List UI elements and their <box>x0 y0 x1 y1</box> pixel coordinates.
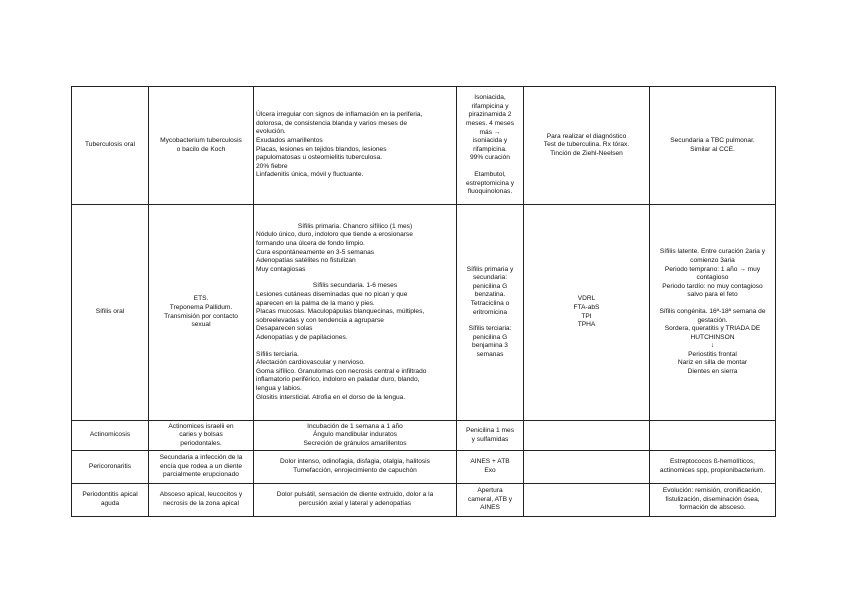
table-row <box>72 421 776 451</box>
text-line: Treponema Pallidum. <box>169 303 233 311</box>
text-line: necrosis de la zona apical <box>163 500 239 507</box>
text-line: Dolor pulsátil, sensación de diente extruido, dolor a la <box>276 491 434 499</box>
text-line: encía que rodea a un diente <box>159 462 243 470</box>
text-line: aparecen en la palma de la mano y pies. <box>256 299 375 307</box>
text-line: benjamina 3 <box>472 342 508 350</box>
text-line: ↓ <box>710 342 715 350</box>
text-line: TPI <box>581 312 592 320</box>
table-row <box>72 87 776 205</box>
text-line: sobreelevadas y con tendencia a agruparse <box>256 316 384 324</box>
stage-title: Sífilis secundaria. 1-6 meses <box>312 282 398 290</box>
stage-lines <box>256 231 454 274</box>
stage-title: Sífilis primaria. Chancro sifílico (1 mes) <box>297 222 413 230</box>
diagnosis-cell <box>524 451 650 484</box>
diagnosis-cell <box>524 484 650 517</box>
text-line: Muy contagiosas <box>256 265 306 273</box>
disease-name: Sífilis oral <box>72 205 149 421</box>
notes-cell <box>650 484 776 517</box>
text-line: Tetraciclina o <box>470 299 510 307</box>
text-line: Desaparecen solas <box>256 325 313 333</box>
text-line: Dolor intenso, odinofagia, disfagia, otalgia, halitosis <box>280 458 430 466</box>
text-line: secundaria: <box>472 274 508 282</box>
text-line: meses. 4 meses <box>465 120 514 128</box>
text-line: Absceso apical, leucocitos y <box>159 491 243 499</box>
text-line: fluoquinolonas. <box>467 188 513 196</box>
clinical-cell <box>254 87 457 205</box>
table-row <box>72 484 776 517</box>
text-line: actinomices spp, propionibacterium. <box>659 467 766 474</box>
text-line: dolorosa, de consistencia blanda y varios meses de <box>256 119 408 127</box>
text-line: más → <box>479 128 501 136</box>
disease-name: Tuberculosis oral <box>72 87 149 205</box>
text-line: Evolución: remisión, cronificación, <box>662 487 763 495</box>
text-line: rifampicina y <box>471 102 509 110</box>
text-line: Periostitis frontal <box>688 350 737 358</box>
notes-cell <box>650 451 776 484</box>
stage-lines <box>256 351 454 403</box>
diagnosis-cell <box>524 205 650 421</box>
text-line: caries y bolsas <box>179 431 223 439</box>
text-line: parcialmente erupcionado <box>163 471 239 479</box>
text-line: Úlcera irregular con signos de inflamación en la periferia, <box>256 111 423 119</box>
table-row <box>72 451 776 484</box>
clinical-cell <box>254 484 457 517</box>
text-line: Para realizar el diagnóstico <box>546 132 627 140</box>
text-line: sexual <box>191 321 211 329</box>
text-line: periodontales. <box>180 439 222 447</box>
notes-cell <box>650 205 776 421</box>
etiology-cell <box>149 87 254 205</box>
etiology-cell <box>149 484 254 517</box>
text-line: 20% fiebre <box>256 162 288 170</box>
notes-cell <box>650 421 776 451</box>
text-line: estreptomicina y <box>465 179 514 187</box>
diagnosis-cell <box>524 421 650 451</box>
text-line: Sífilis primaria y <box>466 265 514 273</box>
stage-lines <box>256 291 454 343</box>
notes-lines <box>656 248 769 300</box>
text-line: 99% curación <box>470 154 510 162</box>
notes-lines <box>656 308 769 377</box>
text-line: isoniacida y <box>472 137 508 145</box>
text-line: Periodo temprano: 1 año → muy <box>664 265 761 273</box>
text-line: Sífilis congénita. 16ª-18ª semana de <box>659 307 766 315</box>
treatment-lines <box>459 266 521 318</box>
text-line: VDRL <box>577 295 596 303</box>
text-line: Placas mucosas. Maculopápulas blanquecinas, múltiples, <box>256 308 425 316</box>
text-line: penicilina G <box>472 333 508 341</box>
text-line: penicilina G <box>472 282 508 290</box>
text-line: Secreción de gránulos amarillentos <box>303 439 407 447</box>
text-line: rifampicina. <box>473 145 507 153</box>
text-line: Isoniacida, <box>474 94 506 102</box>
notes-cell <box>650 87 776 205</box>
text-line: fistulización, diseminación ósea, <box>665 495 760 503</box>
text-line: gestación. <box>697 316 728 324</box>
pathology-table <box>71 86 776 517</box>
text-line: Secundaria a TBC pulmonar. <box>670 136 755 144</box>
clinical-cell <box>254 205 457 421</box>
text-line: HUTCHINSON <box>690 333 735 341</box>
text-line: Adenopatías y de papilaciones. <box>256 333 348 341</box>
text-line: Apertura <box>477 487 503 495</box>
text-line: semanas <box>476 350 504 358</box>
text-line: Etambutol, <box>474 170 506 178</box>
text-line: comienzo 3aria <box>690 256 735 264</box>
text-line: inflamatorio periférico, indoloro en paladar duro, blando, <box>256 376 420 384</box>
text-line: eritromicina <box>472 308 508 316</box>
clinical-cell <box>254 421 457 451</box>
text-line: benzatina. <box>474 291 506 299</box>
disease-name: Pericoronaritis <box>72 451 149 484</box>
text-line: Sífilis terciaria: <box>468 325 512 333</box>
text-line: Goma sifílico. Granulomas con necrosis central e infiltrado <box>256 367 427 375</box>
text-line: Periodo tardío: no muy contagioso <box>662 282 763 290</box>
text-line: Transmisión por contacto <box>164 312 238 320</box>
text-line: Dientes en sierra <box>687 368 738 376</box>
text-line: AINES + ATB <box>470 458 510 466</box>
text-line: TPHA <box>577 321 596 329</box>
text-line: Estreptococos ß-hemolíticos, <box>669 458 756 466</box>
text-line: formando una úlcera de fondo limpio. <box>256 240 365 248</box>
treatment-cell <box>457 87 524 205</box>
text-line: Tinción de Ziehl-Neelsen <box>550 149 623 157</box>
text-line: Linfadenitis única, móvil y fluctuante. <box>256 171 364 179</box>
treatment-cell <box>457 421 524 451</box>
text-line: Sífilis latente. Entre curación 2aria y <box>659 248 766 256</box>
treatment-cell <box>457 205 524 421</box>
text-line: papulomatosas u osteomielitis tuberculosa. <box>256 154 383 162</box>
text-line: Penicilina 1 mes <box>465 426 514 434</box>
text-line: FTA-abS <box>573 303 600 311</box>
text-line: Exo <box>484 467 496 474</box>
text-line: percusión axial y lateral y adenopatías <box>298 500 412 507</box>
text-line: Afectación cardiovascular y nervioso. <box>256 359 365 367</box>
disease-name: Actinomicosis <box>72 421 149 451</box>
text-line: cameral, ATB y <box>467 495 513 503</box>
text-line: Glositis intersticial. Atrofia en el dorso de la lengua. <box>256 393 406 401</box>
text-line: Secundaria a infección de la <box>159 454 243 462</box>
text-line: Nódulo único, duro, indoloro que tiende a erosionarse <box>256 231 413 239</box>
text-line: Lesiones cutáneas diseminadas que no pican y que <box>256 291 408 299</box>
text-line: lengua y labios. <box>256 384 302 392</box>
text-line: AINES <box>480 504 500 512</box>
table-row <box>72 205 776 421</box>
treatment-cell <box>457 451 524 484</box>
text-line: Adenopatías satélites no fistulizan <box>256 257 356 265</box>
etiology-cell <box>149 451 254 484</box>
diagnosis-cell <box>524 87 650 205</box>
text-line: Sordera, queratitis y TRIADA DE <box>664 325 761 333</box>
etiology-cell <box>149 205 254 421</box>
text-line: formación de absceso. <box>679 504 746 512</box>
disease-name: Periodontitis apical aguda <box>72 484 149 517</box>
treatment-lines <box>459 325 521 359</box>
text-line: salvo para el feto <box>687 291 738 299</box>
text-line: contagioso <box>696 274 729 282</box>
text-line: Tumefacción, enrojecimiento de capuchón <box>293 467 417 474</box>
text-line: pirazinamida 2 <box>468 111 512 119</box>
clinical-cell <box>254 451 457 484</box>
text-line: Incubación de 1 semana a 1 año <box>307 422 403 430</box>
text-line: ETS. <box>193 295 209 303</box>
text-line: o bacilo de Koch <box>176 145 226 153</box>
text-line: Ángulo mandibular induratos <box>313 431 397 439</box>
text-line: Exudados amarillentos <box>256 136 323 144</box>
text-line: Test de tuberculina. Rx tórax. <box>543 141 630 149</box>
text-line: Cura espontáneamente en 3-5 semanas <box>256 248 375 256</box>
text-line: evolución. <box>256 128 286 136</box>
etiology-cell <box>149 421 254 451</box>
text-line: Actinomices israelii en <box>168 422 234 430</box>
text-line: Nariz en silla de montar <box>677 359 748 367</box>
text-line: y sulfamidas <box>471 435 509 443</box>
text-line: Mycobacterium tuberculosis <box>160 136 242 144</box>
text-line: Placas, lesiones en tejidos blandos, lesiones <box>256 145 387 153</box>
text-line: Sífilis terciaria. <box>256 350 299 358</box>
treatment-cell <box>457 484 524 517</box>
text-line: Similar al CCE. <box>690 145 735 153</box>
